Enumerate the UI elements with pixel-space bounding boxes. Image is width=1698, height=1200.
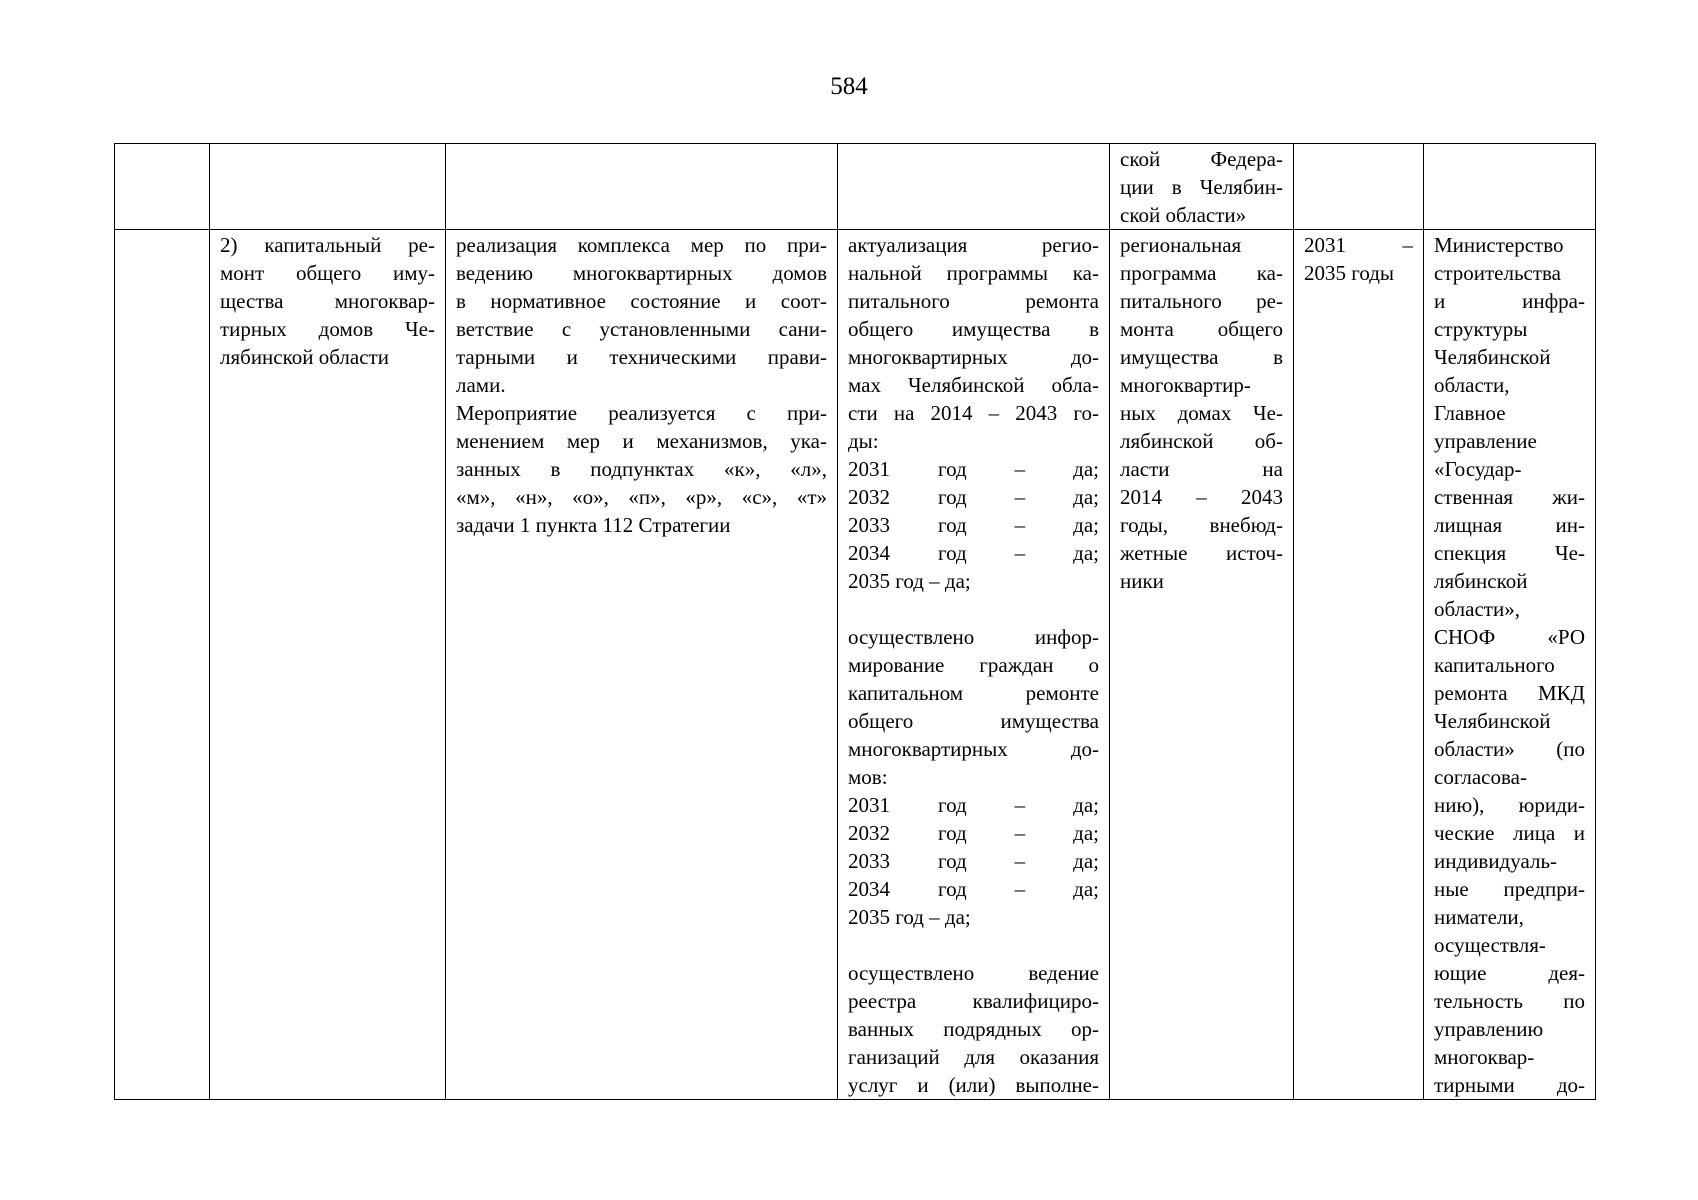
text-line: 2035 год – да; <box>848 905 971 929</box>
text-line: тирными до- <box>1434 1073 1585 1097</box>
text-line: актуализация регио- <box>848 233 1099 257</box>
text-line: менением мер и механизмов, ука- <box>456 429 827 453</box>
text-line: монта общего <box>1120 317 1283 341</box>
text-line: осуществлено инфор- <box>848 625 1099 649</box>
text-line: области» (по <box>1434 737 1585 761</box>
text-line: 2031 год – да; <box>848 793 1099 817</box>
text-line: мов: <box>848 765 888 789</box>
table-row-continuation <box>115 144 1596 230</box>
text-line: ды: <box>848 429 879 453</box>
text-line: «м», «н», «о», «п», «р», «с», «т» <box>456 485 827 509</box>
text-line: реализация комплекса мер по при- <box>456 233 827 257</box>
text-line: 2033 год – да; <box>848 513 1099 537</box>
text-line: ники <box>1120 569 1164 593</box>
text-line: 2) капитальный ре- <box>220 233 435 257</box>
cell-top-col6 <box>1294 144 1424 230</box>
text-line: Главное <box>1434 401 1506 425</box>
text-line: ведению многоквартирных домов <box>456 261 827 285</box>
text-line <box>848 595 1099 623</box>
page-number: 584 <box>830 73 868 100</box>
text-line: области, <box>1434 373 1510 397</box>
text-line: спекция Че- <box>1434 541 1585 565</box>
text-line: Челябинской <box>1434 345 1551 369</box>
text-line: 2032 год – да; <box>848 485 1099 509</box>
cell-main-col6-period <box>1294 230 1424 1100</box>
text-line: 2031 год – да; <box>848 457 1099 481</box>
text-line: 2032 год – да; <box>848 821 1099 845</box>
text-line: сти на 2014 – 2043 го- <box>848 401 1099 425</box>
text-line: задачи 1 пункта 112 Стратегии <box>456 513 731 537</box>
cell-top-col7 <box>1424 144 1596 230</box>
text-line: тирных домов Че- <box>220 317 435 341</box>
text-line: и инфра- <box>1434 289 1585 313</box>
text-line: ванных подрядных ор- <box>848 1017 1099 1041</box>
text-line: монт общего иму- <box>220 261 435 285</box>
text-line: годы, внебюд- <box>1120 513 1283 537</box>
text-line: 2014 – 2043 <box>1120 485 1283 509</box>
text-line <box>848 931 1099 959</box>
cell-main-col4-results <box>838 230 1110 1100</box>
document-table <box>114 143 1596 1100</box>
text-line: программа ка- <box>1120 261 1283 285</box>
text-line: многоквар- <box>1434 1045 1535 1069</box>
text-line: лябинской об- <box>1120 429 1283 453</box>
text-line: ственная жи- <box>1434 485 1585 509</box>
text-line: ской области» <box>1120 203 1247 227</box>
text-line: услуг и (или) выполне- <box>848 1073 1099 1097</box>
text-line: капитального <box>1434 653 1555 677</box>
text-line: общего имущества <box>848 709 1099 733</box>
text-line: ской Федера- <box>1120 147 1283 171</box>
text-line: общего имущества в <box>848 317 1099 341</box>
text-line: тарными и техническими прави- <box>456 345 827 369</box>
text-line: имущества в <box>1120 345 1283 369</box>
text-line: щества многоквар- <box>220 289 435 313</box>
text-line: ганизаций для оказания <box>848 1045 1099 1069</box>
text-line: питального ремонта <box>848 289 1099 313</box>
text-line: региональная <box>1120 233 1242 257</box>
text-line: питального ре- <box>1120 289 1283 313</box>
text-line: многоквартирных до- <box>848 737 1099 761</box>
text-line: согласова- <box>1434 765 1527 789</box>
cell-main-col1 <box>115 230 210 1100</box>
text-line: ные предпри- <box>1434 877 1585 901</box>
text-line: ции в Челябин- <box>1120 175 1283 199</box>
text-line: ветствие с установленными сани- <box>456 317 827 341</box>
text-line: ных домах Че- <box>1120 401 1283 425</box>
text-line: области», <box>1434 597 1520 621</box>
text-line: ниматели, <box>1434 905 1524 929</box>
text-line: 2035 годы <box>1304 261 1395 285</box>
text-line: осуществлено ведение <box>848 961 1099 985</box>
text-line: ласти на <box>1120 457 1283 481</box>
text-line: жетные источ- <box>1120 541 1283 565</box>
text-line: 2034 год – да; <box>848 877 1099 901</box>
text-line: нальной программы ка- <box>848 261 1099 285</box>
text-line: строительства <box>1434 261 1562 285</box>
cell-top-col4 <box>838 144 1110 230</box>
text-line: индивидуаль- <box>1434 849 1558 873</box>
text-line: капитальном ремонте <box>848 681 1099 705</box>
text-line: Мероприятие реализуется с при- <box>456 401 827 425</box>
text-line: ющие дея- <box>1434 961 1585 985</box>
text-line: лябинской области <box>220 345 389 369</box>
text-line: Челябинской <box>1434 709 1551 733</box>
text-line: мирование граждан о <box>848 653 1099 677</box>
text-line: в нормативное состояние и соот- <box>456 289 827 313</box>
cell-main-col3-measures <box>446 230 838 1100</box>
text-line: структуры <box>1434 317 1528 341</box>
text-line: лами. <box>456 373 506 397</box>
cell-top-col2 <box>210 144 446 230</box>
text-line: тельность по <box>1434 989 1585 1013</box>
text-line: лябинской <box>1434 569 1528 593</box>
text-line: 2031 – <box>1304 233 1413 257</box>
cell-main-col2-task <box>210 230 446 1100</box>
cell-top-col5 <box>1110 144 1294 230</box>
text-line: нию), юриди- <box>1434 793 1585 817</box>
text-line: реестра квалифициро- <box>848 989 1099 1013</box>
text-line: занных в подпунктах «к», «л», <box>456 457 827 481</box>
text-line: многоквартирных до- <box>848 345 1099 369</box>
text-line: 2034 год – да; <box>848 541 1099 565</box>
text-line: осуществля- <box>1434 933 1546 957</box>
cell-main-col5-sources <box>1110 230 1294 1100</box>
text-line: 2033 год – да; <box>848 849 1099 873</box>
text-line: многоквартир- <box>1120 373 1251 397</box>
text-line: управление <box>1434 429 1537 453</box>
cell-top-col3 <box>446 144 838 230</box>
text-line: СНОФ «РО <box>1434 625 1585 649</box>
text-line: ремонта МКД <box>1434 681 1585 705</box>
text-line: Министерство <box>1434 233 1564 257</box>
text-line: 2035 год – да; <box>848 569 971 593</box>
text-line: лищная ин- <box>1434 513 1585 537</box>
text-line: ческие лица и <box>1434 821 1585 845</box>
text-line: мах Челябинской обла- <box>848 373 1099 397</box>
table-row-main <box>115 230 1596 1100</box>
cell-top-col1 <box>115 144 210 230</box>
cell-main-col7-responsible <box>1424 230 1596 1100</box>
text-line: «Государ- <box>1434 457 1522 481</box>
text-line: управлению <box>1434 1017 1544 1041</box>
